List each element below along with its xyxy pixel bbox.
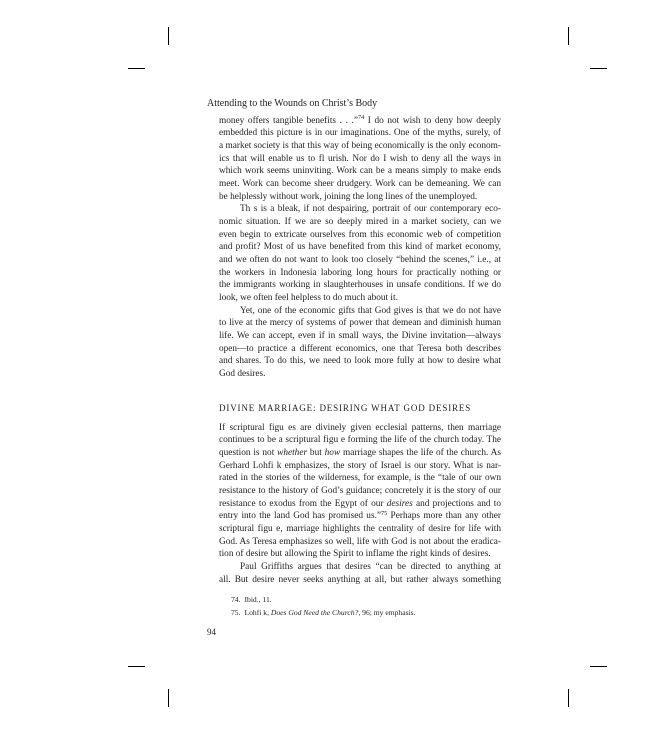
crop-mark: [168, 27, 169, 45]
book-title: Does God Need the Church?: [270, 607, 359, 617]
text-line: [219, 127, 501, 140]
text-run: God desires.: [219, 368, 266, 379]
italic-text: whether: [277, 448, 308, 458]
footnote-text: , 96; my emphasis.: [358, 607, 416, 617]
crop-mark: [128, 666, 145, 667]
text-run: resistance to exodus from the Egypt of our: [219, 498, 387, 509]
page-number: 94: [207, 627, 216, 637]
text-run: but: [307, 448, 325, 458]
text-line: [219, 229, 501, 242]
text-line: [219, 216, 501, 229]
text-run: meet. Work can become sheer drudgery. Work can be demeaning. We can: [219, 178, 501, 189]
footnote: [231, 606, 416, 619]
paragraph: [219, 203, 501, 304]
footnote: [231, 593, 416, 606]
text-run: Perhaps more than any other: [387, 511, 501, 522]
text-line: [219, 472, 501, 485]
text-line: [219, 523, 501, 536]
text-run: Yet, one of the economic gifts that God gives is that we do not have: [240, 305, 501, 316]
text-run: be helplessly without work, joining the long lines of the unemployed.: [219, 191, 478, 202]
text-run: look, we often feel helpless to do much about it.: [219, 292, 398, 303]
text-run: continues to be a scriptural figu e forming the life of the church today. The: [219, 435, 501, 446]
text-run: embedded this picture is in our imaginations. One of the myths, surely, of: [219, 128, 501, 139]
footnote-reference: 74: [357, 114, 365, 122]
text-run: and shares. To do this, we need to look more fully at how to desire what: [219, 356, 501, 367]
text-line: [219, 191, 501, 204]
text-run: all. But desire never seeks anything at all, but rather always something: [219, 574, 501, 585]
text-line: [219, 292, 501, 305]
text-run: open—to practice a different economics, one that Teresa both describes: [219, 343, 501, 354]
paragraph: [219, 422, 501, 561]
text-run: even begin to extricate ourselves from this economic web of competition: [219, 229, 501, 240]
text-line: [219, 460, 501, 473]
crop-mark: [568, 689, 569, 707]
footnote-number: 74.: [231, 594, 241, 604]
crop-mark: [590, 666, 607, 667]
text-line: [219, 305, 501, 318]
text-run: resistance to the history of God’s guidance; concretely it is the story of our: [219, 485, 501, 496]
text-run: Gerhard Lohfi k emphasizes, the story of Israel is our story. What is nar-: [219, 460, 501, 471]
text-line: [219, 330, 501, 343]
text-line: [219, 422, 501, 435]
text-line: [219, 548, 501, 561]
text-line: [219, 485, 501, 498]
text-run: I do not wish to deny how deeply: [364, 115, 501, 126]
text-line: [219, 434, 501, 447]
footnote-text: Lohfi k,: [244, 607, 271, 617]
italic-text: desires: [386, 498, 413, 509]
text-line: [219, 498, 501, 511]
text-line: [219, 317, 501, 330]
text-line: [219, 536, 501, 549]
text-line: [219, 140, 501, 153]
text-run: nomic situation. If we are so deeply mired in a market society, can we: [219, 216, 501, 227]
text-run: rated in the stories of the wilderness, for example, is the “tale of our own: [219, 473, 501, 484]
text-line: [219, 279, 501, 292]
text-line: [219, 165, 501, 178]
text-line: [219, 115, 501, 128]
italic-text: how: [324, 448, 341, 458]
text-line: [219, 203, 501, 216]
text-run: marriage shapes the life of the church. As: [340, 448, 502, 458]
text-line: [219, 241, 501, 254]
text-run: scriptural figu e, marriage highlights the centrality of desire for life with: [219, 523, 501, 534]
crop-mark: [590, 68, 607, 69]
crop-mark: [568, 27, 569, 45]
text-line: [219, 510, 501, 523]
crop-mark: [168, 689, 169, 707]
body-text: [219, 115, 501, 381]
paragraph: [219, 305, 501, 381]
footnote-reference: 75: [381, 509, 388, 517]
text-line: [219, 574, 501, 587]
text-run: God. As Teresa emphasizes so well, life with God is not about the eradica-: [219, 536, 501, 547]
text-run: life. We can accept, even if in small ways, the Divine invitation—always: [219, 330, 501, 341]
text-run: to live at the mercy of systems of power that demean and diminish human: [219, 318, 501, 329]
text-run: Paul Griffiths argues that desires “can be directed to anything at: [240, 561, 501, 572]
text-run: a market society is that this way of being economically is the only econom-: [219, 141, 501, 151]
text-run: the workers in Indonesia laboring long hours for practically nothing or: [219, 267, 501, 278]
crop-mark: [128, 68, 145, 69]
text-line: [219, 561, 501, 574]
footnotes: [231, 593, 416, 619]
text-run: tion of desire but allowing the Spirit to inflame the right kinds of desires.: [219, 549, 491, 560]
text-run: money offers tangible benefits . . .”: [219, 115, 358, 126]
body-text: [219, 422, 501, 587]
text-line: [219, 368, 501, 381]
text-line: [219, 267, 501, 280]
running-header: Attending to the Wounds on Christ’s Body: [207, 98, 378, 109]
text-line: [219, 355, 501, 368]
text-line: [219, 447, 501, 460]
text-line: [219, 254, 501, 267]
paragraph: [219, 115, 501, 204]
text-run: ics that will enable us to fl urish. Nor do I wish to deny all the ways in: [219, 153, 501, 164]
footnote-number: 75.: [231, 607, 241, 617]
text-run: Th s is a bleak, if not despairing, portrait of our contemporary eco-: [240, 204, 501, 215]
section-heading: DIVINE MARRIAGE: DESIRING WHAT GOD DESIRES: [219, 403, 472, 413]
text-line: [219, 178, 501, 191]
text-run: the immigrants working in slaughterhouses in unsafe conditions. If we do: [219, 280, 501, 291]
text-run: and projections and to: [412, 498, 502, 509]
text-run: entry into the land God has promised us.”: [219, 511, 382, 522]
text-line: [219, 343, 501, 356]
text-run: which work seems uninviting. Work can be a means simply to make ends: [219, 166, 501, 177]
footnote-text: Ibid., 11.: [244, 594, 272, 604]
text-run: question is not: [219, 448, 278, 458]
text-run: and profit? Most of us have benefited from this kind of market economy,: [219, 242, 501, 253]
text-run: If scriptural figu es are divinely given ecclesial patterns, then marriage: [219, 422, 501, 433]
paragraph: [219, 561, 501, 586]
text-run: and we often do not want to look too closely “behind the scenes,” i.e., at: [219, 254, 501, 265]
text-line: [219, 153, 501, 166]
